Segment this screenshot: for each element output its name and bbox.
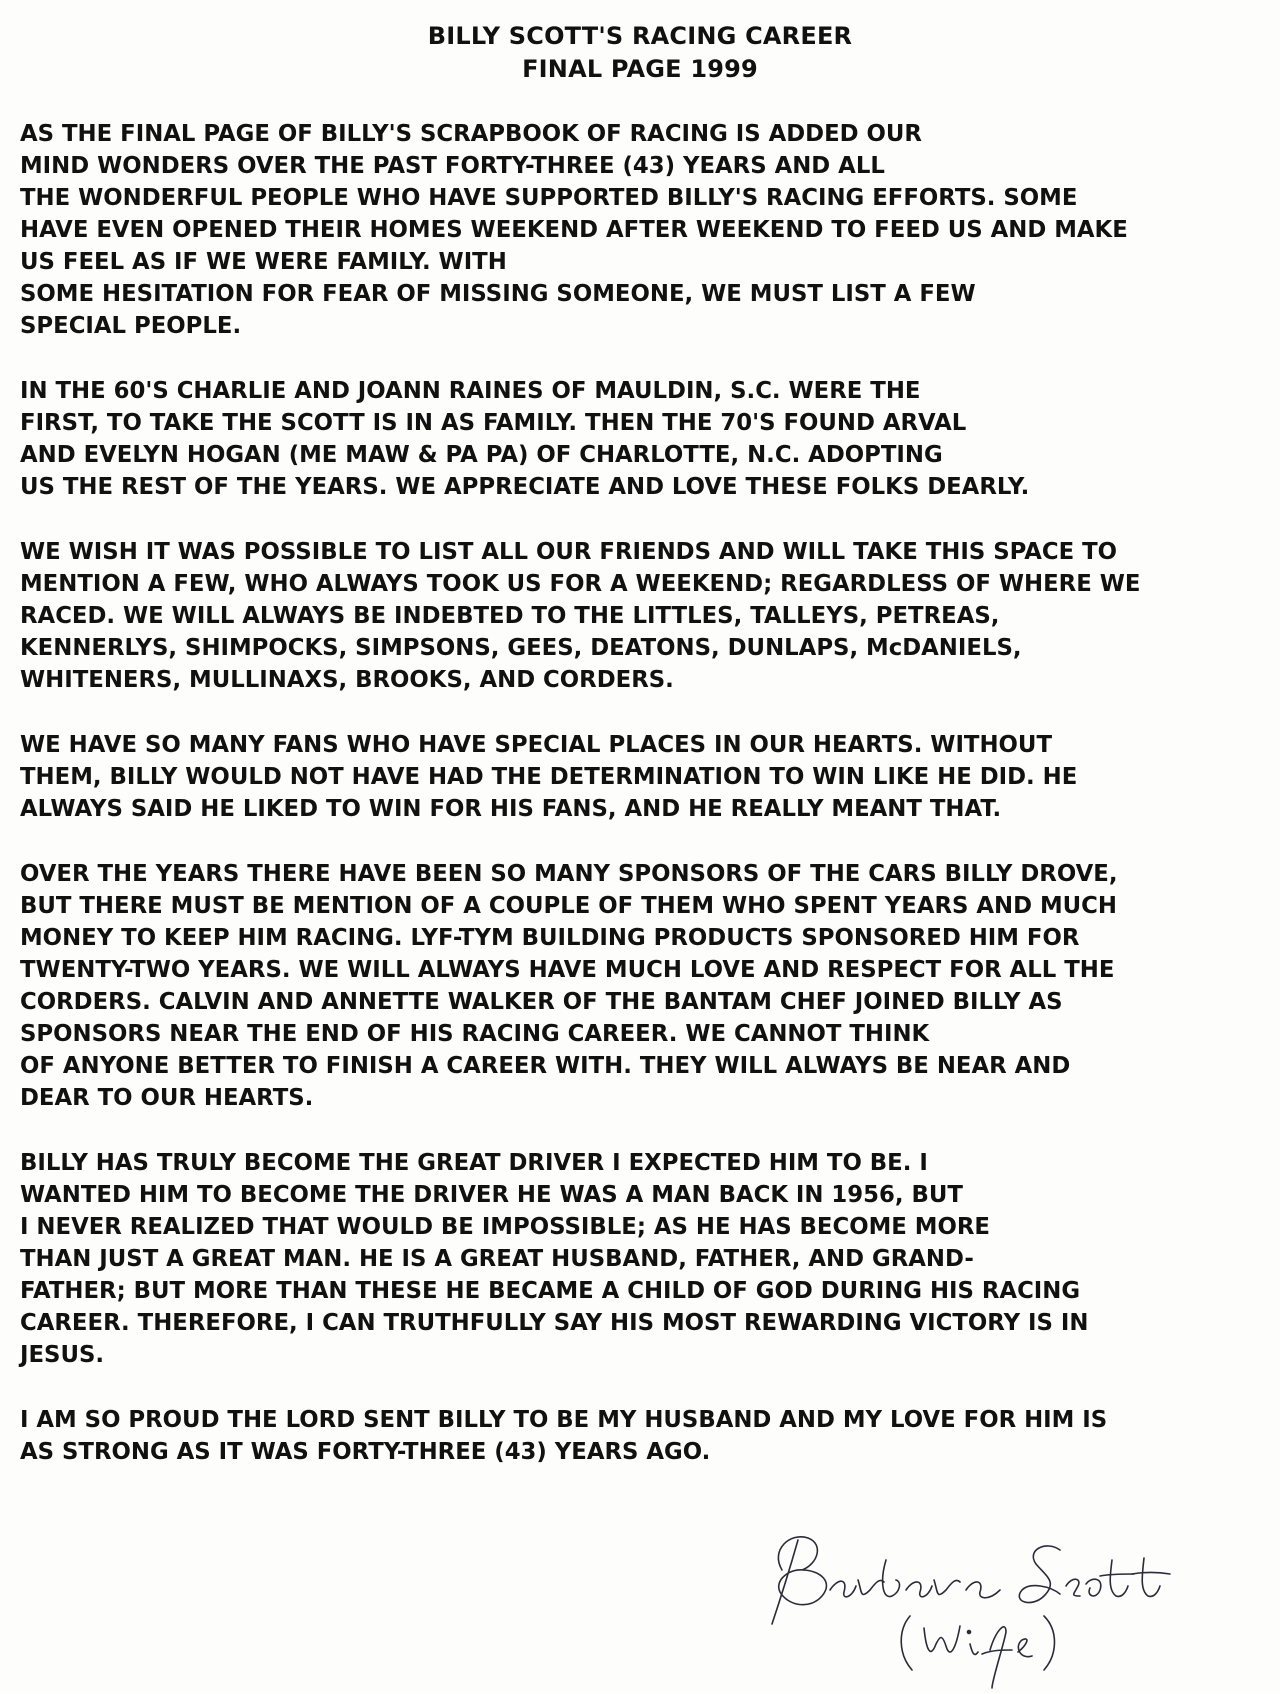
paragraph-families [20,375,1270,503]
text-line: DEAR TO OUR HEARTS. [20,1085,314,1111]
text-line: CORDERS. CALVIN AND ANNETTE WALKER OF THE BANTAM CHEF JOINED BILLY AS [20,989,1063,1015]
paragraph-sponsors [20,858,1270,1114]
document-header [0,20,1280,86]
text-line: US FEEL AS IF WE WERE FAMILY. WITH [20,249,507,275]
text-line: WANTED HIM TO BECOME THE DRIVER HE WAS A MAN BACK IN 1956, BUT [20,1182,963,1208]
text-line: SPECIAL PEOPLE. [20,313,242,339]
text-line: MIND WONDERS OVER THE PAST FORTY-THREE (43) YEARS AND ALL [20,153,885,179]
text-line: MONEY TO KEEP HIM RACING. LYF-TYM BUILDING PRODUCTS SPONSORED HIM FOR [20,925,1080,951]
text-line: TWENTY-TWO YEARS. WE WILL ALWAYS HAVE MUCH LOVE AND RESPECT FOR ALL THE [20,957,1115,983]
text-line: US THE REST OF THE YEARS. WE APPRECIATE AND LOVE THESE FOLKS DEARLY. [20,474,1030,500]
text-line: HAVE EVEN OPENED THEIR HOMES WEEKEND AFTER WEEKEND TO FEED US AND MAKE [20,217,1128,243]
text-line: THE WONDERFUL PEOPLE WHO HAVE SUPPORTED BILLY'S RACING EFFORTS. SOME [20,185,1078,211]
text-line: IN THE 60'S CHARLIE AND JOANN RAINES OF MAULDIN, S.C. WERE THE [20,378,921,404]
text-line: OF ANYONE BETTER TO FINISH A CAREER WITH. THEY WILL ALWAYS BE NEAR AND [20,1053,1071,1079]
text-line: CAREER. THEREFORE, I CAN TRUTHFULLY SAY HIS MOST REWARDING VICTORY IS IN [20,1310,1089,1336]
text-line: SOME HESITATION FOR FEAR OF MISSING SOMEONE, WE MUST LIST A FEW [20,281,976,307]
text-line: FATHER; BUT MORE THAN THESE HE BECAME A CHILD OF GOD DURING HIS RACING [20,1278,1081,1304]
text-line: AND EVELYN HOGAN (ME MAW & PA PA) OF CHARLOTTE, N.C. ADOPTING [20,442,943,468]
text-line: I AM SO PROUD THE LORD SENT BILLY TO BE MY HUSBAND AND MY LOVE FOR HIM IS [20,1407,1108,1433]
text-line: OVER THE YEARS THERE HAVE BEEN SO MANY SPONSORS OF THE CARS BILLY DROVE, [20,861,1118,887]
paragraph-fans [20,729,1270,825]
document-title: BILLY SCOTT'S RACING CAREER [427,22,853,50]
letter-body [20,118,1270,1501]
text-line: THEM, BILLY WOULD NOT HAVE HAD THE DETERMINATION TO WIN LIKE HE DID. HE [20,764,1078,790]
handwritten-signature [760,1520,1240,1690]
text-line: MENTION A FEW, WHO ALWAYS TOOK US FOR A WEEKEND; REGARDLESS OF WHERE WE [20,571,1141,597]
text-line: FIRST, TO TAKE THE SCOTT IS IN AS FAMILY. THEN THE 70'S FOUND ARVAL [20,410,967,436]
text-line: JESUS. [20,1342,105,1368]
paragraph-driver [20,1147,1270,1371]
text-line: WE HAVE SO MANY FANS WHO HAVE SPECIAL PLACES IN OUR HEARTS. WITHOUT [20,732,1052,758]
text-line: I NEVER REALIZED THAT WOULD BE IMPOSSIBLE; AS HE HAS BECOME MORE [20,1214,991,1240]
text-line: BILLY HAS TRULY BECOME THE GREAT DRIVER I EXPECTED HIM TO BE. I [20,1150,928,1176]
paragraph-friends [20,536,1270,696]
text-line: AS STRONG AS IT WAS FORTY-THREE (43) YEARS AGO. [20,1439,711,1465]
paragraph-closing [20,1404,1270,1468]
text-line: RACED. WE WILL ALWAYS BE INDEBTED TO THE LITTLES, TALLEYS, PETREAS, [20,603,1000,629]
text-line: BUT THERE MUST BE MENTION OF A COUPLE OF THEM WHO SPENT YEARS AND MUCH [20,893,1117,919]
text-line: ALWAYS SAID HE LIKED TO WIN FOR HIS FANS, AND HE REALLY MEANT THAT. [20,796,1002,822]
text-line: AS THE FINAL PAGE OF BILLY'S SCRAPBOOK OF RACING IS ADDED OUR [20,121,922,147]
signature-drawing [760,1520,1240,1690]
text-line: WHITENERS, MULLINAXS, BROOKS, AND CORDERS. [20,667,674,693]
paragraph-intro [20,118,1270,342]
text-line: KENNERLYS, SHIMPOCKS, SIMPSONS, GEES, DEATONS, DUNLAPS, McDANIELS, [20,635,1022,661]
text-line: SPONSORS NEAR THE END OF HIS RACING CAREER. WE CANNOT THINK [20,1021,930,1047]
text-line: WE WISH IT WAS POSSIBLE TO LIST ALL OUR FRIENDS AND WILL TAKE THIS SPACE TO [20,539,1118,565]
document-subtitle: FINAL PAGE 1999 [522,55,758,83]
text-line: THAN JUST A GREAT MAN. HE IS A GREAT HUSBAND, FATHER, AND GRAND- [20,1246,974,1272]
